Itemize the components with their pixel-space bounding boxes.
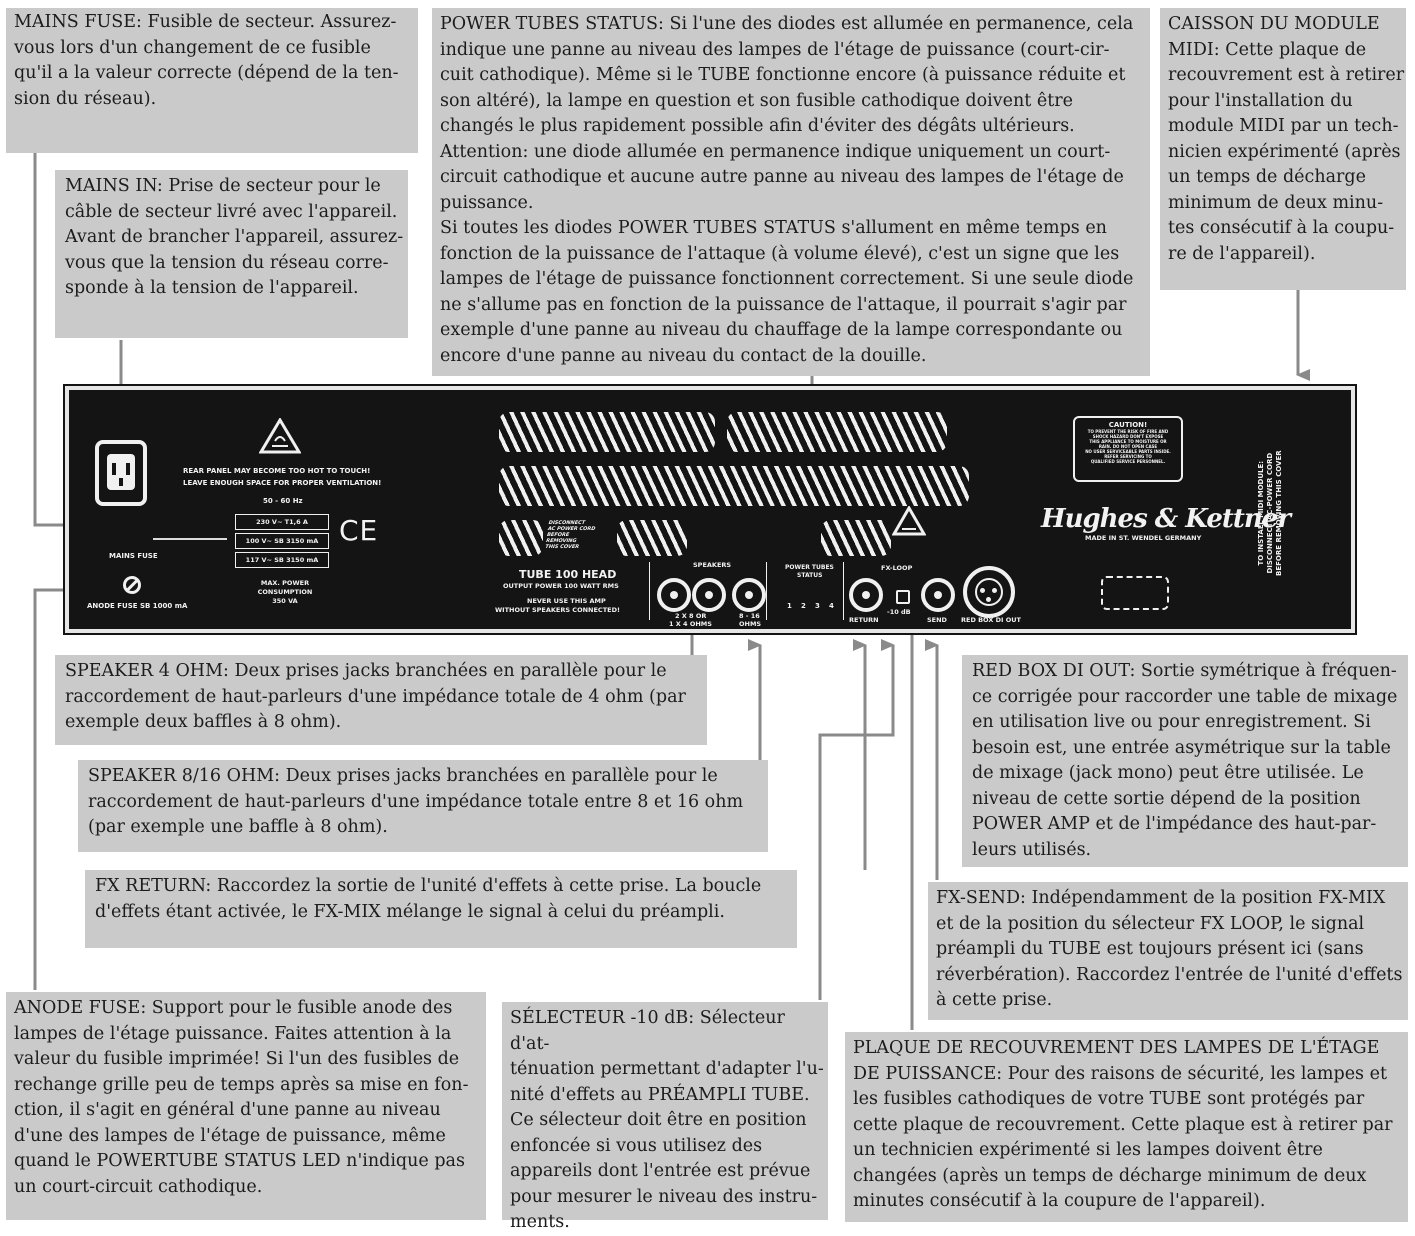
mains-fuse-label: MAINS FUSE xyxy=(109,552,158,560)
callout-mains-fuse xyxy=(6,8,418,153)
speaker-8ohm-jack[interactable] xyxy=(732,578,766,612)
callout-line: MAINS FUSE: Fusible de secteur. Assurez- xyxy=(14,12,397,32)
callout-line: lampes de l'étage de puissance fonctionnent correctement. Si une seule diode xyxy=(440,269,1134,289)
callout-fx-send xyxy=(928,882,1408,1020)
midi-install-line: DISCONNECT AC-POWER CORD xyxy=(1266,452,1274,574)
callout-line: ANODE FUSE: Support pour le fusible anode des xyxy=(14,998,453,1018)
fuse-rating: 230 V~ T1,6 A xyxy=(235,514,329,530)
callout-line: CAISSON DU MODULE xyxy=(1168,14,1380,34)
never-use-2: WITHOUT SPEAKERS CONNECTED! xyxy=(495,606,620,614)
callout-power-tubes-status xyxy=(432,8,1150,376)
callout-line: un court-circuit cathodique. xyxy=(14,1176,263,1197)
callout-line: d'une des lampes de l'étage de puissance, même xyxy=(14,1125,446,1146)
brand-logo: Hughes & Kettner xyxy=(1041,504,1291,534)
callout-line: et de la position du sélecteur FX LOOP, le signal xyxy=(936,913,1365,934)
caution-line: REFER SERVICING TO xyxy=(1104,454,1152,459)
caution-line: TO PREVENT THE RISK OF FIRE AND xyxy=(1087,429,1169,434)
callout-line: ne s'allume pas en fonction de la puissance de l'attaque, il pourrait s'agir par xyxy=(440,294,1127,315)
caution-title: CAUTION! xyxy=(1108,421,1148,429)
callout-line: préampli du TUBE est toujours présent ici (sans xyxy=(936,939,1364,959)
cover-warning-icon xyxy=(892,506,926,536)
callout-line: besoin est, une entrée asymétrique sur la table xyxy=(972,737,1391,758)
callout-speaker-816ohm xyxy=(78,760,768,852)
callout-anode-fuse xyxy=(6,992,486,1220)
never-use-1: NEVER USE THIS AMP xyxy=(527,597,606,605)
callout-line: en utilisation live ou pour enregistrement. Si xyxy=(972,712,1371,732)
callout-line: tes consécutif à la coupu- xyxy=(1168,218,1395,238)
callout-line: son altéré), la lampe en question et son fusible cathodique doivent être xyxy=(440,90,1073,111)
callout-line: exemple d'une panne au niveau du chauffage de la lampe correspondante ou xyxy=(440,320,1123,340)
midi-install-line: TO INSTALL MIDI MODULE: xyxy=(1257,460,1265,566)
caution-line: SHOCK HAZARD DON'T EXPOSE xyxy=(1092,434,1164,439)
speaker-4-label-1: 2 X 8 OR xyxy=(675,612,707,620)
caution-line: THIS APPLIANCE TO MOISTURE OR xyxy=(1089,439,1167,444)
callout-speaker-4ohm xyxy=(55,655,707,745)
disconnect-line: DISCONNECT xyxy=(548,520,586,526)
callout-line: SPEAKER 4 OHM: Deux prises jacks branchées en parallèle pour le xyxy=(65,661,667,681)
callout-line: changées (après un temps de décharge minimum de deux xyxy=(853,1165,1367,1186)
callout-line: POWER AMP et de l'impédance des haut-par- xyxy=(972,814,1377,834)
fuse-rating: 117 V~ SB 3150 mA xyxy=(235,552,329,568)
callout-line: minutes consécutif à la coupure de l'appareil). xyxy=(853,1191,1266,1211)
max-power-1: MAX. POWER xyxy=(260,579,310,587)
fuse-rating: 100 V~ SB 3150 mA xyxy=(235,533,329,549)
pts-led-4: 4 xyxy=(829,602,834,610)
callout-line: SÉLECTEUR -10 dB: Sélecteur d'at- xyxy=(510,1008,785,1054)
anode-fuse-label: ANODE FUSE SB 1000 mA xyxy=(87,602,188,610)
callout-line: niveau de cette sortie dépend de la position xyxy=(972,788,1361,809)
fx-return-label: RETURN xyxy=(849,616,879,624)
callout-line: fonction de la puissance de l'attaque (à volume élevé), c'est un signe que les xyxy=(440,243,1120,264)
callout-red-box xyxy=(962,655,1408,867)
disconnect-note xyxy=(545,520,597,550)
pts-led-3: 3 xyxy=(815,602,820,610)
callout-line: DE PUISSANCE: Pour des raisons de sécurité, les lampes et xyxy=(853,1063,1387,1084)
pts-label-1: POWER TUBES xyxy=(785,564,834,571)
caution-line: NO USER SERVICEABLE PARTS INSIDE. xyxy=(1085,449,1171,454)
callout-fx-return xyxy=(85,870,797,948)
callout-line: cette plaque de recouvrement. Cette plaque est à retirer par xyxy=(853,1114,1393,1135)
pts-led-2: 2 xyxy=(801,602,806,610)
panel-warning-1: REAR PANEL MAY BECOME TOO HOT TO TOUCH! xyxy=(183,467,371,475)
callout-line: de mixage (jack mono) peut être utilisée. Le xyxy=(972,763,1364,783)
speakers-label: SPEAKERS xyxy=(693,561,732,569)
speaker-8-label-1: 8 - 16 xyxy=(739,612,760,620)
callout-line: d'effets étant activée, le FX-MIX mélange le signal à celui du préampli. xyxy=(95,901,725,922)
callout-line: RED BOX DI OUT: Sortie symétrique à fréquen- xyxy=(972,661,1397,681)
callout-line: puissance. xyxy=(440,192,534,213)
line-selecteur xyxy=(820,645,893,1000)
callout-mains-in xyxy=(55,170,408,338)
callout-line: SPEAKER 8/16 OHM: Deux prises jacks branchées en parallèle pour le xyxy=(88,766,718,786)
made-in-label: MADE IN ST. WENDEL GERMANY xyxy=(1085,534,1202,542)
caution-line: QUALIFIED SERVICE PERSONNEL. xyxy=(1090,459,1166,464)
model-name: TUBE 100 HEAD xyxy=(519,568,617,581)
callout-line: FX-SEND: Indépendamment de la position FX-MIX xyxy=(936,888,1386,908)
callout-line: re de l'appareil). xyxy=(1168,243,1316,264)
minus-10db-switch[interactable] xyxy=(896,590,910,604)
callout-line: recouvrement est à retirer xyxy=(1168,65,1405,85)
callout-line: pour l'installation du xyxy=(1168,90,1353,111)
fx-loop-label: FX-LOOP xyxy=(881,564,913,572)
callout-line: nicien expérimenté (après xyxy=(1168,141,1401,162)
callout-line: vous que la tension du réseau corre- xyxy=(65,252,389,273)
callout-line: indique une panne au niveau des lampes de l'étage de puissance (court-cir- xyxy=(440,39,1110,60)
fx-send-label: SEND xyxy=(927,616,947,624)
callout-line: ténuation permettant d'adapter l'u- xyxy=(510,1059,824,1079)
callout-line: module MIDI par un tech- xyxy=(1168,116,1399,136)
caution-line: RAIN. DO NOT OPEN CASE xyxy=(1098,444,1158,449)
callout-line: un technicien expérimenté si les lampes doivent être xyxy=(853,1140,1323,1160)
callout-line: (par exemple une baffle à 8 ohm). xyxy=(88,817,388,837)
hot-surface-warning-icon xyxy=(259,418,301,454)
callout-line: leurs utilisés. xyxy=(972,839,1092,860)
callout-line: ce corrigée pour raccorder une table de mixage xyxy=(972,686,1398,707)
ce-mark: CE xyxy=(339,514,379,547)
callout-line: sponde à la tension de l'appareil. xyxy=(65,278,359,298)
mains-fuse-line xyxy=(153,538,227,540)
callout-line: qu'il a la valeur correcte (dépend de la ten- xyxy=(14,63,399,83)
speaker-4ohm-jack-2[interactable] xyxy=(692,578,726,612)
callout-line: MIDI: Cette plaque de xyxy=(1168,39,1367,60)
callout-line: ction, il s'agit en général d'une panne au niveau xyxy=(14,1100,441,1120)
callout-line: PLAQUE DE RECOUVREMENT DES LAMPES DE L'ÉTAGE xyxy=(853,1038,1380,1058)
fuse-ratings-box xyxy=(235,514,331,566)
callout-line: réverbération). Raccordez l'entrée de l'unité d'effets xyxy=(936,964,1403,985)
max-power-3: 350 VA xyxy=(272,597,298,605)
callout-line: Attention: une diode allumée en permanence indique uniquement un court- xyxy=(440,141,1111,162)
callout-line: à cette prise. xyxy=(936,990,1053,1010)
callout-line: sion du réseau). xyxy=(14,88,157,109)
panel-frequency: 50 - 60 Hz xyxy=(263,497,303,505)
callout-line: encore d'une panne au niveau du contact de la douille. xyxy=(440,345,927,366)
callout-line: lampes de l'étage puissance. Faites attention à la xyxy=(14,1023,452,1044)
callout-line: POWER TUBES STATUS: Si l'une des diodes est allumée en permanence, cela xyxy=(440,14,1134,34)
callout-line: valeur du fusible imprimée! Si l'un des fusibles de xyxy=(14,1049,460,1069)
fx-send-jack[interactable] xyxy=(921,578,955,612)
callout-line: Si toutes les diodes POWER TUBES STATUS s'allument en même temps en xyxy=(440,218,1107,238)
panel-warning-2: LEAVE ENOUGH SPACE FOR PROPER VENTILATION! xyxy=(183,479,382,487)
callout-line: exemple deux baffles à 8 ohm). xyxy=(65,712,342,732)
callout-line: MAINS IN: Prise de secteur pour le xyxy=(65,176,381,196)
pts-label-2: STATUS xyxy=(797,572,823,579)
speaker-4-label-2: 1 X 4 OHMS xyxy=(669,620,712,628)
speaker-4ohm-jack-1[interactable] xyxy=(657,578,691,612)
callout-line: rechange grille peu de temps après sa mise en fon- xyxy=(14,1074,469,1095)
anode-fuse-holder-icon[interactable] xyxy=(123,576,141,594)
callout-line: les fusibles cathodiques de votre TUBE sont protégés par xyxy=(853,1089,1365,1109)
callout-line: câble de secteur livré avec l'appareil. xyxy=(65,201,398,222)
callout-line: changés le plus rapidement possible afin d'éviter des dégâts ultérieurs. xyxy=(440,116,1075,136)
callout-line: raccordement de haut-parleurs d'une impédance totale entre 8 et 16 ohm xyxy=(88,791,744,812)
inlet-socket-icon xyxy=(107,454,135,490)
callout-line: circuit cathodique et aucune autre panne au niveau des lampes de l'étage de xyxy=(440,167,1124,187)
callout-line: enfoncée si vous utilisez des xyxy=(510,1135,763,1156)
red-box-label: RED BOX DI OUT xyxy=(961,616,1021,624)
midi-install-text xyxy=(1257,450,1284,576)
callout-line: quand le POWERTUBE STATUS LED n'indique pas xyxy=(14,1151,465,1171)
disconnect-line: AC POWER CORD xyxy=(547,526,596,532)
callout-line: cuit cathodique). Même si le TUBE fonctionne encore (à puissance réduite et xyxy=(440,65,1126,85)
caution-label xyxy=(1073,416,1183,482)
callout-line: Avant de brancher l'appareil, assurez- xyxy=(65,227,404,247)
callout-line: Ce sélecteur doit être en position xyxy=(510,1110,807,1130)
callout-line: FX RETURN: Raccordez la sortie de l'unité d'effets à cette prise. La boucle xyxy=(95,876,762,896)
callout-line: vous lors d'un changement de ce fusible xyxy=(14,37,371,58)
callout-line: appareils dont l'entrée est prévue xyxy=(510,1161,811,1181)
minus-10db-label: -10 dB xyxy=(887,608,911,616)
red-box-xlr-connector[interactable] xyxy=(963,566,1015,618)
max-power-2: CONSUMPTION xyxy=(257,588,313,596)
power-tubes-status-area xyxy=(781,562,844,620)
callout-line: un temps de décharge xyxy=(1168,167,1366,187)
pts-led-1: 1 xyxy=(787,602,792,610)
disconnect-line: BEFORE xyxy=(546,532,570,538)
callout-line: pour mesurer le niveau des instru- xyxy=(510,1186,818,1207)
disconnect-line: REMOVING xyxy=(545,538,577,544)
fx-return-jack[interactable] xyxy=(849,578,883,612)
callout-line: nité d'effets au PRÉAMPLI TUBE. xyxy=(510,1084,810,1105)
callout-line: minimum de deux minu- xyxy=(1168,192,1384,213)
midi-cover-plate xyxy=(1101,576,1169,610)
callout-plaque xyxy=(845,1032,1408,1222)
callout-line: raccordement de haut-parleurs d'une impédance totale de 4 ohm (par xyxy=(65,686,686,707)
output-power: OUTPUT POWER 100 WATT RMS xyxy=(503,582,619,590)
speaker-8-label-2: OHMS xyxy=(739,620,762,628)
mains-inlet[interactable] xyxy=(95,440,147,506)
callout-caisson-midi xyxy=(1160,8,1406,290)
amp-rear-panel xyxy=(65,386,1355,633)
midi-install-line: BEFORE REMOVING THIS COVER xyxy=(1275,450,1283,576)
callout-line: ments. xyxy=(510,1212,570,1232)
disconnect-line: THIS COVER xyxy=(544,544,580,550)
callout-selecteur xyxy=(502,1002,828,1232)
